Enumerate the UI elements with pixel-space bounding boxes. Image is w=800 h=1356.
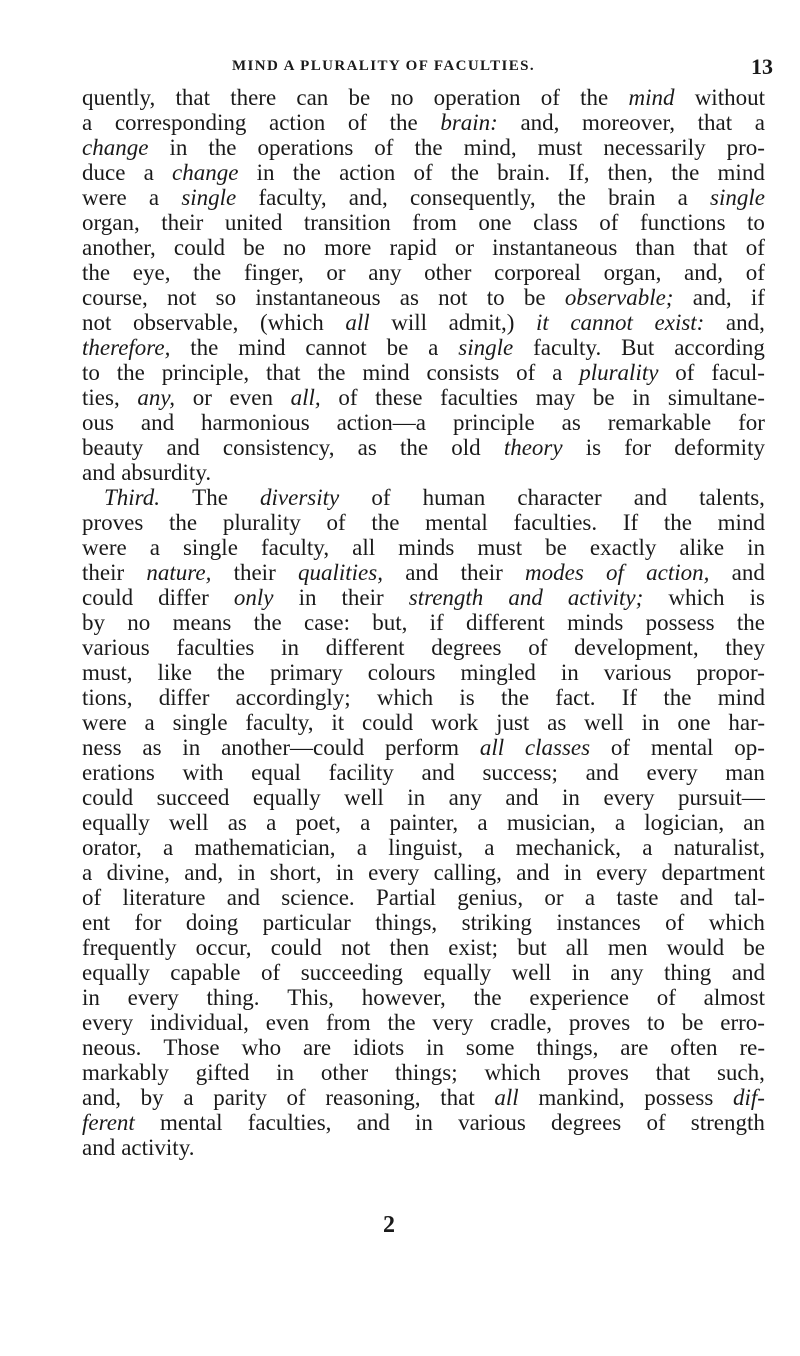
text-line: to the principle, that the mind consists of a plurality of facul- (82, 360, 765, 385)
body-text (82, 85, 765, 1160)
text-line: of literature and science. Partial genius, or a taste and tal- (82, 885, 765, 910)
text-line: erations with equal facility and success; and every man (82, 760, 765, 785)
text-line: organ, their united transition from one class of functions to (82, 210, 765, 235)
text-line: equally capable of succeeding equally well in any thing and (82, 960, 765, 985)
text-line: were a single faculty, and, consequently, the brain a single (82, 185, 765, 210)
text-line: ties, any, or even all, of these faculties may be in simultane- (82, 385, 765, 410)
text-line: ferent mental faculties, and in various degrees of strength (82, 1110, 765, 1135)
text-line: beauty and consistency, as the old theory is for deformity (82, 435, 765, 460)
text-line: proves the plurality of the mental faculties. If the mind (82, 510, 765, 535)
text-line: a corresponding action of the brain: and, moreover, that a (82, 110, 765, 135)
text-line: every individual, even from the very cradle, proves to be erro- (82, 1010, 765, 1035)
text-line: Third. The diversity of human character and talents, (104, 485, 765, 510)
text-line: must, like the primary colours mingled in various propor- (82, 660, 765, 685)
text-line: equally well as a poet, a painter, a musician, a logician, an (82, 810, 765, 835)
text-line: tions, differ accordingly; which is the fact. If the mind (82, 685, 765, 710)
text-line: and, by a parity of reasoning, that all mankind, possess dif- (82, 1085, 765, 1110)
text-line: and activity. (82, 1135, 195, 1160)
text-line: therefore, the mind cannot be a single faculty. But according (82, 335, 765, 360)
signature-mark: 2 (383, 1212, 395, 1238)
text-line: various faculties in different degrees of development, they (82, 635, 765, 660)
text-line: change in the operations of the mind, must necessarily pro- (82, 135, 765, 160)
text-line: by no means the case: but, if different minds possess the (82, 610, 765, 635)
text-line: another, could be no more rapid or instantaneous than that of (82, 235, 765, 260)
page-number: 13 (751, 54, 773, 79)
text-line: ness as in another—could perform all classes of mental op- (82, 735, 765, 760)
text-line: course, not so instantaneous as not to be observable; and, if (82, 285, 765, 310)
text-line: markably gifted in other things; which proves that such, (82, 1060, 765, 1085)
text-line: quently, that there can be no operation of the mind without (82, 85, 765, 110)
text-line: and absurdity. (82, 460, 212, 485)
text-line: could differ only in their strength and activity; which is (82, 585, 765, 610)
text-line: orator, a mathematician, a linguist, a mechanick, a naturalist, (82, 835, 765, 860)
text-line: ous and harmonious action—a principle as remarkable for (82, 410, 765, 435)
running-header: MIND A PLURALITY OF FACULTIES. (232, 58, 536, 74)
text-line: ent for doing particular things, striking instances of which (82, 910, 765, 935)
text-line: a divine, and, in short, in every calling, and in every department (82, 860, 765, 885)
text-line: not observable, (which all will admit,) it cannot exist: and, (82, 310, 765, 335)
text-line: the eye, the finger, or any other corporeal organ, and, of (82, 260, 765, 285)
text-line: in every thing. This, however, the experience of almost (82, 985, 765, 1010)
text-line: could succeed equally well in any and in every pursuit— (82, 785, 765, 810)
text-line: duce a change in the action of the brain. If, then, the mind (82, 160, 765, 185)
text-line: neous. Those who are idiots in some things, are often re- (82, 1035, 765, 1060)
text-line: were a single faculty, all minds must be exactly alike in (82, 535, 765, 560)
text-line: frequently occur, could not then exist; but all men would be (82, 935, 765, 960)
text-line: their nature, their qualities, and their modes of action, and (82, 560, 765, 585)
text-line: were a single faculty, it could work just as well in one har- (82, 710, 765, 735)
